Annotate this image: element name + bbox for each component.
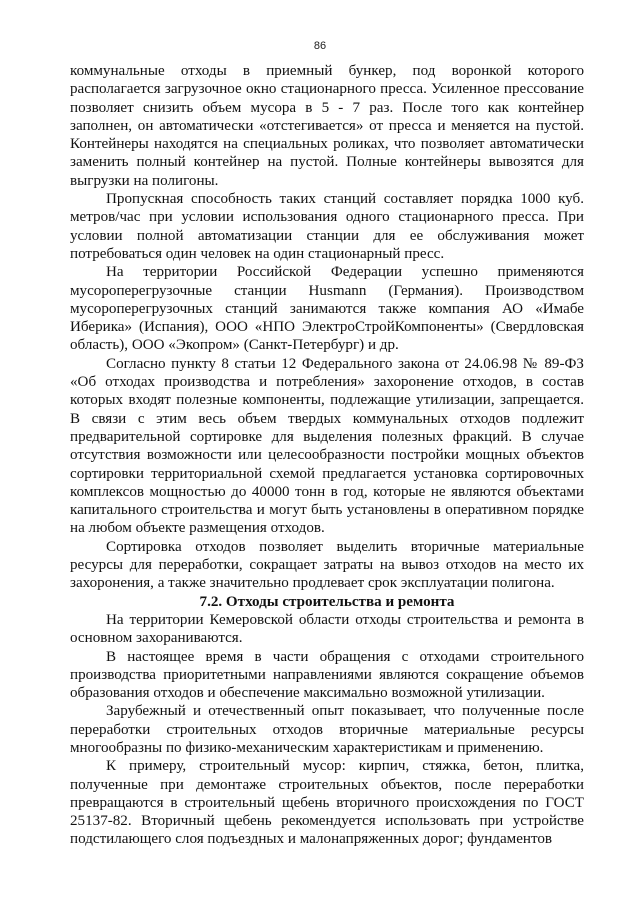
page-number: 86 bbox=[313, 40, 327, 52]
paragraph: На территории Кемеровской области отходы строительства и ремонта в основном захораниваются. bbox=[70, 611, 584, 647]
body-text bbox=[70, 62, 584, 849]
paragraph: На территории Российской Федерации успешно применяются мусороперегрузочные станции Husmann (Германия). Производством мусороперегрузочных станций занимаются также компания АО «Имабе Иберика» (Испания), ООО «НПО ЭлектроСтройКомпоненты» (Свердловская область), ООО «Экопром» (Санкт-Петербург) и др. bbox=[70, 264, 584, 354]
paragraph: К примеру, строительный мусор: кирпич, стяжка, бетон, плитка, полученные при демонтаже строительных объектов, после переработки превращаются в строительный щебень вторичного происхождения по ГОСТ 25137-82. Вторичный щебень рекомендуется использовать при устройстве подстилающего слоя подъездных и малонапряженных дорог; фундаментов bbox=[70, 758, 584, 848]
paragraph: Зарубежный и отечественный опыт показывает, что полученные после переработки строительных отходов вторичные материальные ресурсы многообразны по физико-механическим характеристикам и применению. bbox=[70, 703, 584, 756]
paragraph: Сортировка отходов позволяет выделить вторичные материальные ресурсы для переработки, сокращает затраты на вывоз отходов на место их захоронения, а также значительно продлевает срок эксплуатации полигона. bbox=[70, 538, 584, 592]
paragraph: коммунальные отходы в приемный бункер, под воронкой которого располагается загрузочное окно стационарного пресса. Усиленное прессование позволяет снизить объем мусора в 5 - 7 раз. После того как контейнер заполнен, он автоматически «отстегивается» от пресса и меняется на пустой. Контейнеры находятся на специальных роликах, что позволяет автоматически заменить полный контейнер на пустой. Полные контейнеры вывозятся для выгрузки на полигоны. bbox=[70, 63, 584, 189]
paragraph: Согласно пункту 8 статьи 12 Федерального закона от 24.06.98 № 89-ФЗ «Об отходах производства и потребления» захоронение отходов, в состав которых входят полезные компоненты, подлежащие утилизации, запрещается. В связи с этим весь объем твердых коммунальных отходов подлежит предварительной сортировке для выделения полезных фракций. В случае отсутствия возможности или целесообразности постройки мощных объектов сортировки территориальной схемой предлагается установка сортировочных комплексов мощностью до 40000 тонн в год, которые не являются объектами капитального строительства и могут быть установлены в оперативном порядке на любом объекте размещения отходов. bbox=[70, 355, 584, 537]
paragraph: Пропускная способность таких станций составляет порядка 1000 куб. метров/час при условии использования одного стационарного пресса. При условии полной автоматизации станции для ее обслуживания может потребоваться один человек на один стационарный пресс. bbox=[70, 191, 584, 262]
section-heading: 7.2. Отходы строительства и ремонта bbox=[199, 593, 455, 610]
paragraph: В настоящее время в части обращения с отходами строительного производства приоритетными направлениями являются сокращение объемов образования отходов и обеспечение максимально возможной утилизации. bbox=[70, 648, 584, 702]
